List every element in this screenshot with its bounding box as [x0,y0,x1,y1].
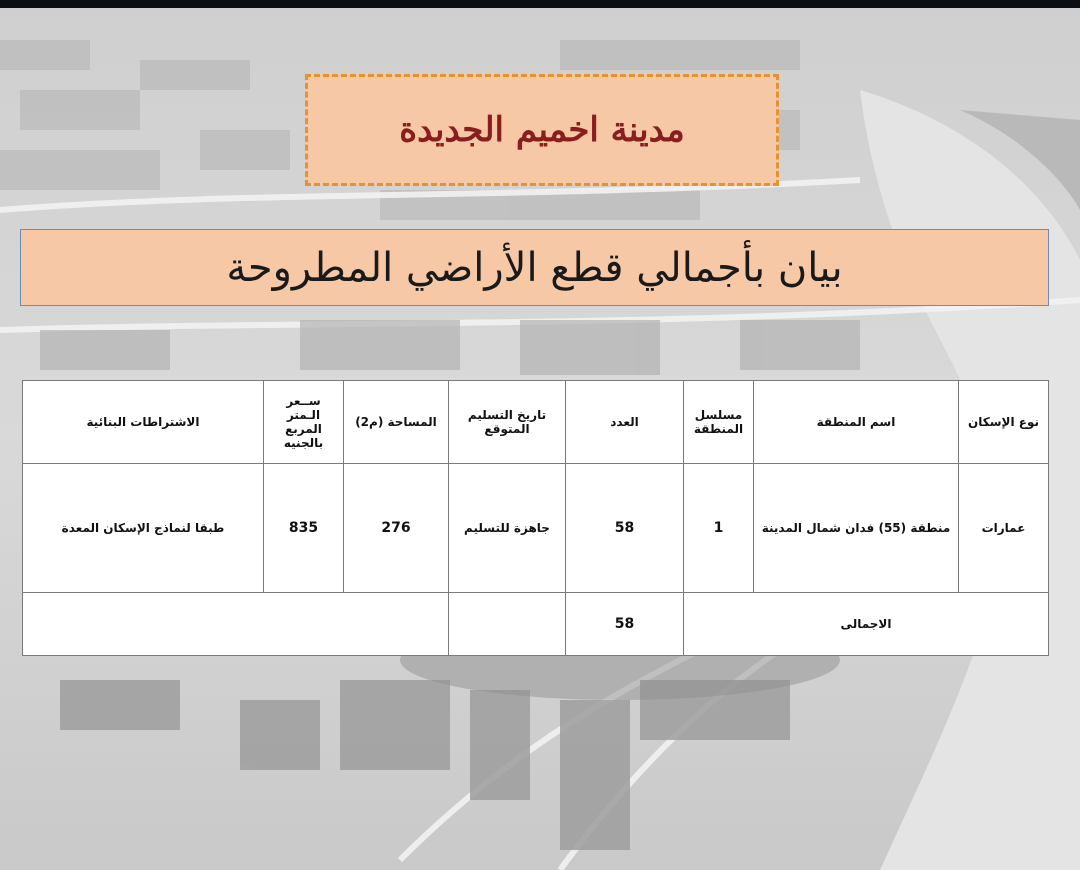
main-title-box [20,229,1049,306]
table-total-row [23,593,1049,656]
main-title: بيان بأجمالي قطع الأراضي المطروحة [226,244,843,291]
cell-area-m2: 276 [344,464,449,593]
total-empty-delivery [449,593,566,656]
header-area-name: اسم المنطقة [754,381,959,464]
cell-requirements: طبقا لنماذج الإسكان المعدة [23,464,264,593]
land-plots-table [22,380,1049,656]
total-label: الاجمالى [684,593,1049,656]
header-area-serial: مسلسل المنطقة [684,381,754,464]
header-price: ســعر الـمتر المربع بالجنيه [264,381,344,464]
header-housing-type: نوع الإسكان [959,381,1049,464]
cell-area-name: منطقة (55) فدان شمال المدينة [754,464,959,593]
header-area-m2: المساحة (م2) [344,381,449,464]
cell-housing-type: عمارات [959,464,1049,593]
cell-delivery-date: جاهزة للتسليم [449,464,566,593]
table-row [23,464,1049,593]
total-count: 58 [566,593,684,656]
city-title-box [305,74,779,186]
header-requirements: الاشتراطات البنائية [23,381,264,464]
cell-area-serial: 1 [684,464,754,593]
top-bar [0,0,1080,8]
cell-price: 835 [264,464,344,593]
total-empty-rest [23,593,449,656]
header-delivery-date: تاريخ التسليم المتوقع [449,381,566,464]
cell-count: 58 [566,464,684,593]
header-count: العدد [566,381,684,464]
city-title: مدينة اخميم الجديدة [399,110,685,150]
table-header-row [23,381,1049,464]
